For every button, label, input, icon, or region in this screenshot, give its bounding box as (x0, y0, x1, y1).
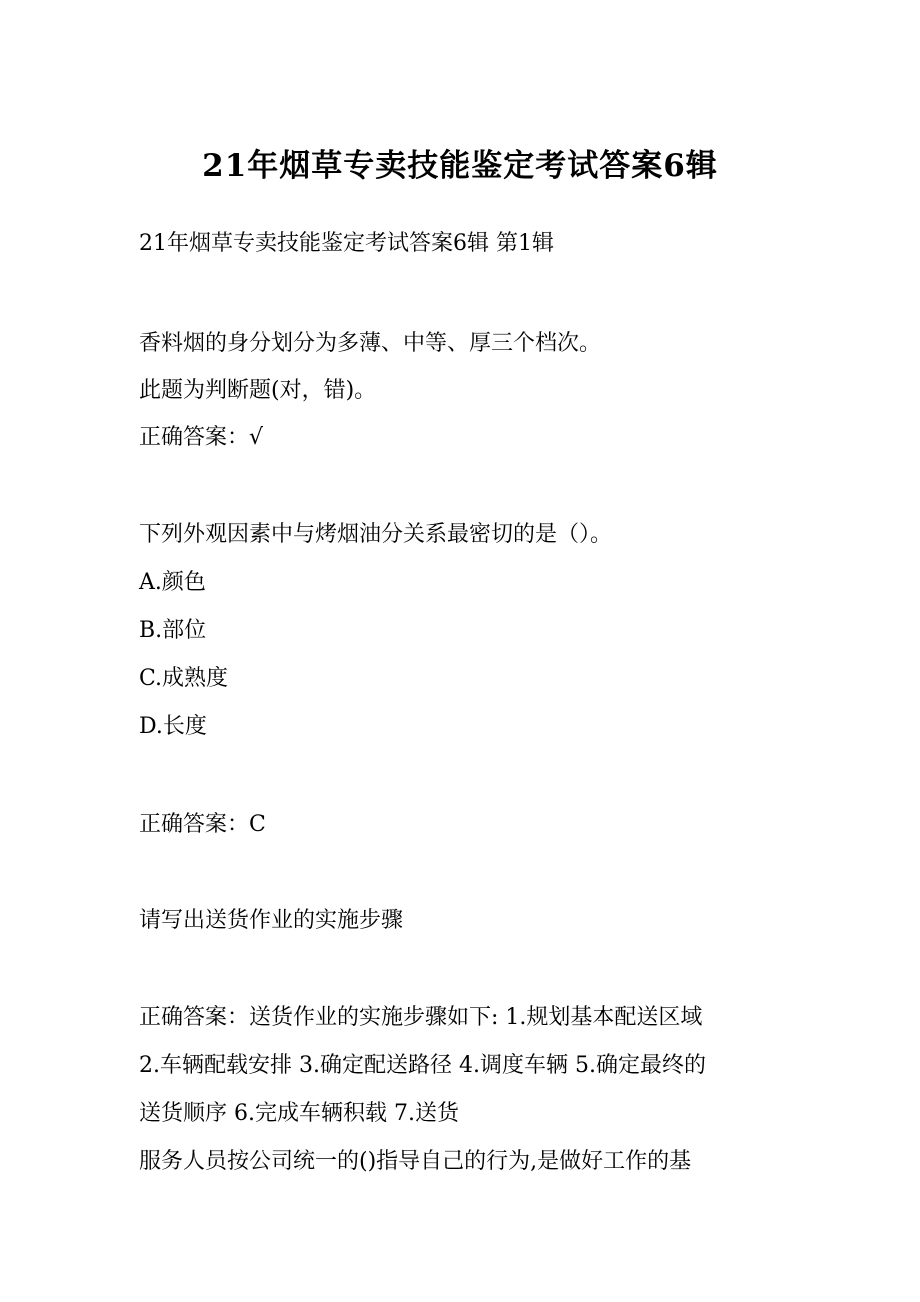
q2-option-b: B.部位 (139, 618, 207, 643)
q1-question: 香料烟的身分划分为多薄、中等、厚三个档次。 (139, 331, 602, 356)
q2-option-c: C.成熟度 (139, 666, 229, 691)
section-heading: 21年烟草专卖技能鉴定考试答案6辑 第1辑 (139, 231, 554, 256)
q3-answer-line-1: 正确答案：送货作业的实施步骤如下: 1.规划基本配送区域 (139, 1005, 703, 1030)
q1-answer: 正确答案：√ (139, 425, 264, 450)
q3-answer-line-2: 2.车辆配载安排 3.确定配送路径 4.调度车辆 5.确定最终的 (139, 1053, 706, 1078)
q4-question: 服务人员按公司统一的()指导自己的行为,是做好工作的基 (139, 1149, 692, 1174)
q2-question: 下列外观因素中与烤烟油分关系最密切的是（）。 (139, 522, 613, 547)
q2-option-a: A.颜色 (139, 570, 206, 595)
q2-option-d: D.长度 (139, 714, 207, 739)
q3-answer-line-3: 送货顺序 6.完成车辆积载 7.送货 (139, 1101, 459, 1126)
q1-type-note: 此题为判断题(对，错)。 (139, 378, 377, 403)
document-title: 21年烟草专卖技能鉴定考试答案6辑 (202, 148, 718, 184)
q3-question: 请写出送货作业的实施步骤 (139, 908, 404, 933)
q2-answer: 正确答案：C (139, 812, 266, 837)
